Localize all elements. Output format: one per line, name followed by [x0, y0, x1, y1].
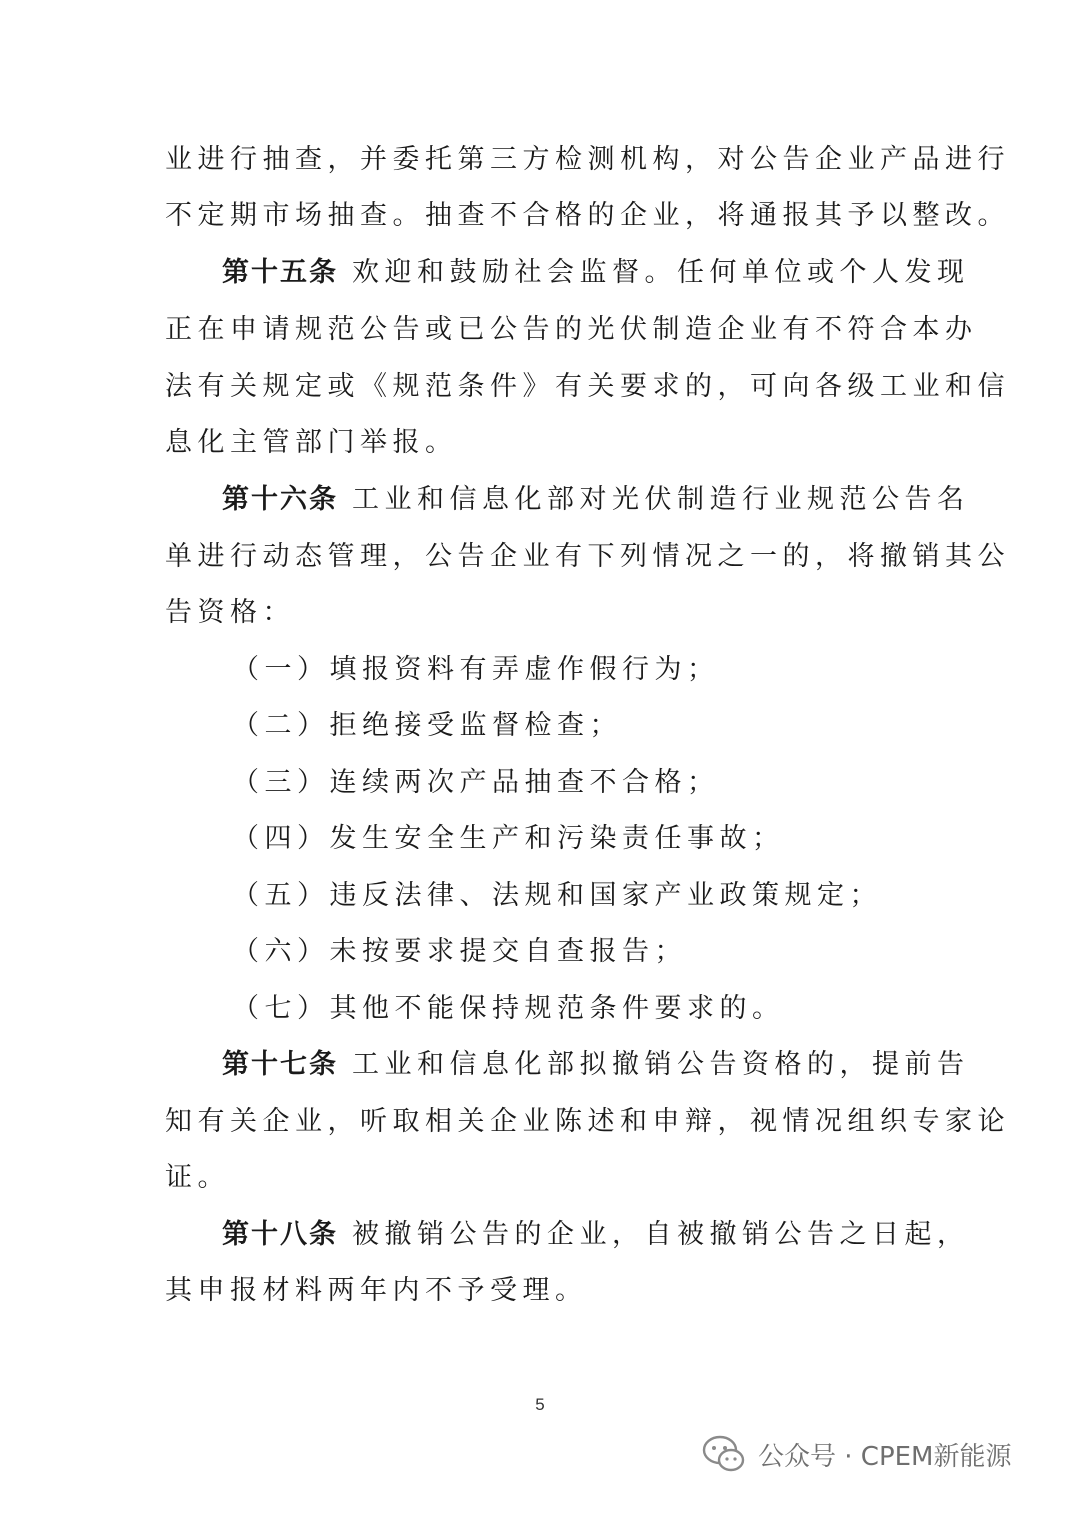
list-item: （三）连续两次产品抽查不合格；	[232, 767, 720, 798]
text-line: 告资格：	[165, 597, 295, 628]
page-number: 5	[535, 1395, 545, 1414]
article-16-line	[222, 480, 982, 520]
text-line: 息化主管部门举报。	[165, 427, 458, 458]
article-15-line	[222, 253, 982, 293]
text-line: 证。	[165, 1162, 230, 1193]
watermark-text: 公众号 · CPEM新能源	[758, 1441, 1012, 1472]
article-18-text: 被撤销公告的企业，自被撤销公告之日起，	[352, 1219, 970, 1250]
text-line: 不定期市场抽查。抽查不合格的企业，将通报其予以整改。	[165, 200, 1010, 231]
article-15-text: 欢迎和鼓励社会监督。任何单位或个人发现	[352, 257, 970, 288]
text-line: 知有关企业，听取相关企业陈述和申辩，视情况组织专家论	[165, 1106, 1010, 1137]
article-18-title: 第十八条	[222, 1219, 338, 1250]
list-item: （一）填报资料有弄虚作假行为；	[232, 654, 720, 685]
text-line: 正在申请规范公告或已公告的光伏制造企业有不符合本办	[165, 314, 978, 345]
article-18-line	[222, 1215, 982, 1255]
list-item: （二）拒绝接受监督检查；	[232, 710, 622, 741]
text-line: 业进行抽查，并委托第三方检测机构，对公告企业产品进行	[165, 144, 1010, 175]
list-item: （五）违反法律、法规和国家产业政策规定；	[232, 880, 882, 911]
text-line: 单进行动态管理，公告企业有下列情况之一的，将撤销其公	[165, 541, 1010, 572]
article-17-line	[222, 1045, 982, 1085]
wechat-icon	[702, 1434, 746, 1474]
list-item: （七）其他不能保持规范条件要求的。	[232, 993, 785, 1024]
watermark	[702, 1434, 1012, 1474]
list-item: （四）发生安全生产和污染责任事故；	[232, 823, 785, 854]
article-15-title: 第十五条	[222, 257, 338, 288]
text-line: 法有关规定或《规范条件》有关要求的，可向各级工业和信	[165, 371, 1010, 402]
article-16-title: 第十六条	[222, 484, 338, 515]
article-17-text: 工业和信息化部拟撤销公告资格的，提前告	[352, 1049, 970, 1080]
list-item: （六）未按要求提交自查报告；	[232, 936, 687, 967]
text-line: 其申报材料两年内不予受理。	[165, 1275, 588, 1306]
article-16-text: 工业和信息化部对光伏制造行业规范公告名	[352, 484, 970, 515]
article-17-title: 第十七条	[222, 1049, 338, 1080]
